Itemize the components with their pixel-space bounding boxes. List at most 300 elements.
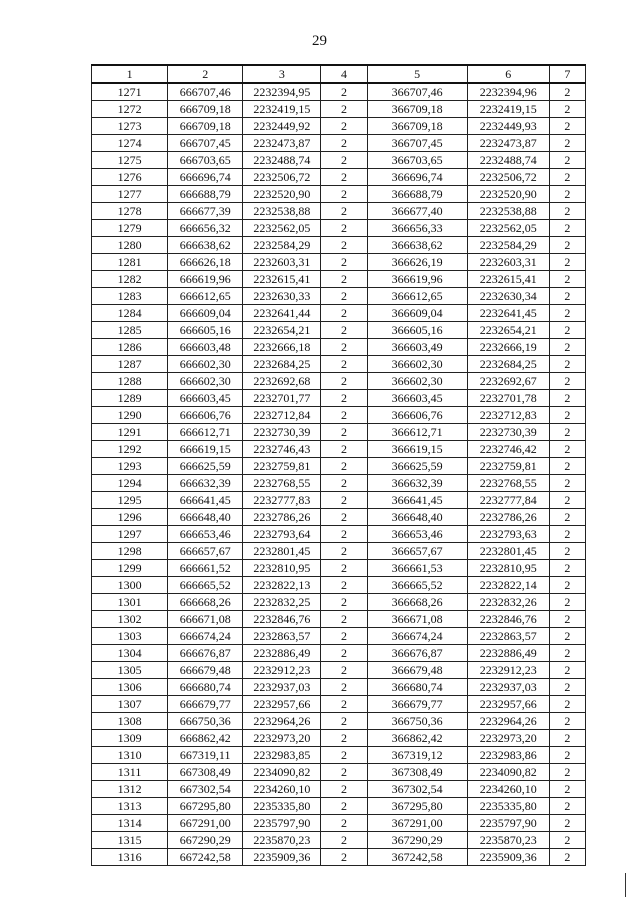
table-cell: 2 [549, 288, 585, 305]
table-cell: 1278 [92, 203, 168, 220]
table-cell: 2232832,25 [243, 594, 321, 611]
table-cell: 666661,52 [168, 560, 243, 577]
table-cell: 666703,65 [168, 152, 243, 169]
coordinates-table [91, 64, 586, 866]
table-cell: 2232615,41 [467, 271, 549, 288]
table-cell: 1316 [92, 849, 168, 866]
table-cell: 2232394,95 [243, 83, 321, 101]
table-cell: 2232520,90 [243, 186, 321, 203]
table-cell: 2 [549, 696, 585, 713]
table-cell: 2 [549, 475, 585, 492]
table-cell: 1274 [92, 135, 168, 152]
table-cell: 1302 [92, 611, 168, 628]
table-cell: 666709,18 [168, 118, 243, 135]
table-cell: 2232937,03 [467, 679, 549, 696]
table-cell: 2232886,49 [243, 645, 321, 662]
table-cell: 666862,42 [168, 730, 243, 747]
table-cell: 2232603,31 [243, 254, 321, 271]
table-cell: 2232793,64 [243, 526, 321, 543]
table-cell: 666603,48 [168, 339, 243, 356]
table-cell: 366612,71 [367, 424, 467, 441]
table-cell: 2232768,55 [243, 475, 321, 492]
table-row [92, 764, 586, 781]
table-cell: 2232786,26 [243, 509, 321, 526]
table-cell: 366668,26 [367, 594, 467, 611]
table-cell: 2232684,25 [467, 356, 549, 373]
page-number: 29 [312, 33, 327, 49]
table-cell: 666707,46 [168, 83, 243, 101]
table-cell: 2232937,03 [243, 679, 321, 696]
table-row [92, 713, 586, 730]
table-cell: 666602,30 [168, 356, 243, 373]
table-cell: 1313 [92, 798, 168, 815]
table-cell: 2232701,77 [243, 390, 321, 407]
table-cell: 666612,65 [168, 288, 243, 305]
table-cell: 366709,18 [367, 101, 467, 118]
table-cell: 2232692,68 [243, 373, 321, 390]
table-cell: 2 [321, 356, 367, 373]
table-cell: 2234090,82 [243, 764, 321, 781]
table-cell: 2 [549, 543, 585, 560]
table-cell: 2 [549, 594, 585, 611]
table-cell: 2232488,74 [243, 152, 321, 169]
table-cell: 2 [549, 135, 585, 152]
table-cell: 367291,00 [367, 815, 467, 832]
table-cell: 2232584,29 [243, 237, 321, 254]
table-cell: 2 [549, 373, 585, 390]
table-cell: 2 [321, 339, 367, 356]
table-cell: 2232912,23 [467, 662, 549, 679]
table-cell: 1288 [92, 373, 168, 390]
table-cell: 2 [321, 747, 367, 764]
table-cell: 367290,29 [367, 832, 467, 849]
table-cell: 2232419,15 [467, 101, 549, 118]
table-cell: 1308 [92, 713, 168, 730]
table-row [92, 492, 586, 509]
table-cell: 2232449,93 [467, 118, 549, 135]
table-row [92, 832, 586, 849]
table-cell: 1291 [92, 424, 168, 441]
table-row [92, 560, 586, 577]
table-row [92, 203, 586, 220]
table-cell: 1298 [92, 543, 168, 560]
table-cell: 1284 [92, 305, 168, 322]
table-cell: 2232973,20 [243, 730, 321, 747]
table-cell: 2 [321, 696, 367, 713]
table-cell: 2 [549, 747, 585, 764]
table-cell: 366619,96 [367, 271, 467, 288]
table-cell: 2 [321, 135, 367, 152]
table-cell: 2 [321, 798, 367, 815]
table-cell: 366612,65 [367, 288, 467, 305]
table-cell: 2232692,67 [467, 373, 549, 390]
table-cell: 2232538,88 [467, 203, 549, 220]
table-cell: 2234260,10 [467, 781, 549, 798]
table-row [92, 662, 586, 679]
table-row [92, 475, 586, 492]
table-cell: 2 [549, 220, 585, 237]
table-cell: 2234260,10 [243, 781, 321, 798]
table-cell: 2 [321, 662, 367, 679]
table-row [92, 237, 586, 254]
table-cell: 666632,39 [168, 475, 243, 492]
table-cell: 1307 [92, 696, 168, 713]
table-cell: 367308,49 [367, 764, 467, 781]
table-cell: 2 [321, 101, 367, 118]
table-cell: 2232562,05 [467, 220, 549, 237]
table-cell: 2 [321, 475, 367, 492]
table-cell: 666707,45 [168, 135, 243, 152]
table-cell: 2232684,25 [243, 356, 321, 373]
table-cell: 2 [321, 543, 367, 560]
table-cell: 2 [549, 271, 585, 288]
table-cell: 2 [321, 764, 367, 781]
table-cell: 2232983,86 [467, 747, 549, 764]
table-cell: 1277 [92, 186, 168, 203]
table-cell: 2232520,90 [467, 186, 549, 203]
table-cell: 666665,52 [168, 577, 243, 594]
table-cell: 666619,15 [168, 441, 243, 458]
table-cell: 367319,12 [367, 747, 467, 764]
table-cell: 1299 [92, 560, 168, 577]
table-cell: 2232957,66 [467, 696, 549, 713]
table-cell: 366603,45 [367, 390, 467, 407]
table-cell: 2232538,88 [243, 203, 321, 220]
table-cell: 666674,24 [168, 628, 243, 645]
table-cell: 2 [321, 832, 367, 849]
table-cell: 2232654,21 [243, 322, 321, 339]
table-cell: 2232473,87 [243, 135, 321, 152]
table-cell: 366602,30 [367, 373, 467, 390]
table-cell: 667302,54 [168, 781, 243, 798]
table-row [92, 611, 586, 628]
table-cell: 2 [321, 458, 367, 475]
table-cell: 1304 [92, 645, 168, 662]
table-cell: 2 [549, 83, 585, 101]
table-row [92, 339, 586, 356]
table-cell: 666619,96 [168, 271, 243, 288]
table-cell: 2 [549, 645, 585, 662]
table-cell: 2232394,96 [467, 83, 549, 101]
table-cell: 2 [549, 424, 585, 441]
table-cell: 2232801,45 [467, 543, 549, 560]
table-cell: 2232973,20 [467, 730, 549, 747]
table-cell: 2 [549, 849, 585, 866]
table-cell: 2235909,36 [467, 849, 549, 866]
table-cell: 366625,59 [367, 458, 467, 475]
table-row [92, 730, 586, 747]
table-cell: 2232630,33 [243, 288, 321, 305]
table-cell: 2232810,95 [243, 560, 321, 577]
table-cell: 2232777,83 [243, 492, 321, 509]
table-cell: 2 [549, 577, 585, 594]
table-cell: 2 [549, 611, 585, 628]
table-cell: 667308,49 [168, 764, 243, 781]
table-cell: 366648,40 [367, 509, 467, 526]
table-cell: 366638,62 [367, 237, 467, 254]
table-cell: 2 [549, 492, 585, 509]
table-row [92, 543, 586, 560]
table-cell: 1305 [92, 662, 168, 679]
table-cell: 1294 [92, 475, 168, 492]
table-cell: 666750,36 [168, 713, 243, 730]
table-cell: 2 [321, 577, 367, 594]
table-cell: 1285 [92, 322, 168, 339]
table-cell: 1283 [92, 288, 168, 305]
table-cell: 2232846,76 [243, 611, 321, 628]
table-cell: 1314 [92, 815, 168, 832]
table-cell: 1282 [92, 271, 168, 288]
table-cell: 1287 [92, 356, 168, 373]
table-cell: 1303 [92, 628, 168, 645]
table-cell: 2232615,41 [243, 271, 321, 288]
table-row [92, 135, 586, 152]
table-cell: 666605,16 [168, 322, 243, 339]
table-cell: 2235870,23 [467, 832, 549, 849]
table-cell: 2 [321, 730, 367, 747]
table-body [92, 83, 586, 866]
table-cell: 2 [549, 237, 585, 254]
table-cell: 2232473,87 [467, 135, 549, 152]
table-cell: 366661,53 [367, 560, 467, 577]
table-cell: 2 [321, 849, 367, 866]
table-cell: 366680,74 [367, 679, 467, 696]
table-cell: 666625,59 [168, 458, 243, 475]
table-cell: 2 [321, 594, 367, 611]
table-cell: 2232603,31 [467, 254, 549, 271]
table-cell: 2 [321, 373, 367, 390]
table-cell: 2 [321, 305, 367, 322]
table-cell: 2 [549, 169, 585, 186]
table-cell: 366676,87 [367, 645, 467, 662]
table-cell: 2 [321, 628, 367, 645]
table-cell: 1272 [92, 101, 168, 118]
table-cell: 2 [321, 322, 367, 339]
table-row [92, 509, 586, 526]
column-header: 6 [467, 65, 549, 83]
table-cell: 2232957,66 [243, 696, 321, 713]
table-cell: 666609,04 [168, 305, 243, 322]
table-cell: 2 [321, 611, 367, 628]
table-cell: 2 [549, 815, 585, 832]
table-cell: 667242,58 [168, 849, 243, 866]
table-cell: 2 [549, 407, 585, 424]
table-cell: 2 [321, 152, 367, 169]
table-cell: 2 [549, 254, 585, 271]
table-cell: 2 [549, 798, 585, 815]
table-cell: 2 [321, 424, 367, 441]
table-cell: 366653,46 [367, 526, 467, 543]
table-cell: 2 [321, 560, 367, 577]
table-cell: 666653,46 [168, 526, 243, 543]
table-cell: 2 [549, 203, 585, 220]
table-cell: 2232506,72 [243, 169, 321, 186]
column-header: 5 [367, 65, 467, 83]
table-cell: 2232666,18 [243, 339, 321, 356]
table-row [92, 83, 586, 101]
table-cell: 1273 [92, 118, 168, 135]
table-cell: 2 [321, 713, 367, 730]
table-cell: 2232793,63 [467, 526, 549, 543]
table-row [92, 254, 586, 271]
table-cell: 2232712,84 [243, 407, 321, 424]
table-row [92, 747, 586, 764]
table-cell: 2232886,49 [467, 645, 549, 662]
table-cell: 1312 [92, 781, 168, 798]
table-cell: 1275 [92, 152, 168, 169]
table-cell: 2232759,81 [243, 458, 321, 475]
table-row [92, 407, 586, 424]
table-cell: 1280 [92, 237, 168, 254]
table-cell: 1310 [92, 747, 168, 764]
table-cell: 2 [549, 662, 585, 679]
table-row [92, 424, 586, 441]
table-cell: 2 [321, 169, 367, 186]
table-row [92, 577, 586, 594]
table-cell: 2232801,45 [243, 543, 321, 560]
table-cell: 2 [549, 781, 585, 798]
table-cell: 666641,45 [168, 492, 243, 509]
table-cell: 1295 [92, 492, 168, 509]
table-cell: 366626,19 [367, 254, 467, 271]
table-cell: 2232701,78 [467, 390, 549, 407]
table-cell: 366641,45 [367, 492, 467, 509]
table-cell: 1281 [92, 254, 168, 271]
table-cell: 2 [549, 356, 585, 373]
table-cell: 666680,74 [168, 679, 243, 696]
table-cell: 666606,76 [168, 407, 243, 424]
table-row [92, 390, 586, 407]
table-row [92, 305, 586, 322]
table-cell: 2232562,05 [243, 220, 321, 237]
table-cell: 2 [321, 237, 367, 254]
table-cell: 2 [549, 441, 585, 458]
table-cell: 2235909,36 [243, 849, 321, 866]
table-cell: 366679,77 [367, 696, 467, 713]
table-cell: 2 [549, 390, 585, 407]
table-cell: 366707,46 [367, 83, 467, 101]
table-header-row [92, 65, 586, 83]
table-cell: 367302,54 [367, 781, 467, 798]
table-cell: 366674,24 [367, 628, 467, 645]
table-cell: 2232863,57 [243, 628, 321, 645]
table-cell: 2 [549, 832, 585, 849]
column-header: 1 [92, 65, 168, 83]
table-row [92, 798, 586, 815]
table-cell: 2232419,15 [243, 101, 321, 118]
table-row [92, 152, 586, 169]
table-row [92, 288, 586, 305]
table-cell: 366605,16 [367, 322, 467, 339]
table-cell: 366750,36 [367, 713, 467, 730]
table-cell: 2232822,14 [467, 577, 549, 594]
table-cell: 2232730,39 [243, 424, 321, 441]
table-cell: 2 [321, 679, 367, 696]
table-cell: 367295,80 [367, 798, 467, 815]
table-row [92, 696, 586, 713]
table-cell: 2 [321, 441, 367, 458]
table-cell: 1286 [92, 339, 168, 356]
table-cell: 2232730,39 [467, 424, 549, 441]
table-cell: 1296 [92, 509, 168, 526]
table-row [92, 594, 586, 611]
table-cell: 666648,40 [168, 509, 243, 526]
table-cell: 2 [321, 509, 367, 526]
table-cell: 1297 [92, 526, 168, 543]
table-cell: 2232863,57 [467, 628, 549, 645]
table-cell: 1271 [92, 83, 168, 101]
column-header: 4 [321, 65, 367, 83]
table-cell: 366696,74 [367, 169, 467, 186]
table-cell: 666626,18 [168, 254, 243, 271]
table-cell: 2 [549, 628, 585, 645]
table-cell: 366703,65 [367, 152, 467, 169]
table-cell: 366688,79 [367, 186, 467, 203]
table-cell: 2 [321, 390, 367, 407]
table-cell: 2232832,26 [467, 594, 549, 611]
table-row [92, 356, 586, 373]
table-cell: 667319,11 [168, 747, 243, 764]
table-cell: 367242,58 [367, 849, 467, 866]
table-cell: 2 [549, 186, 585, 203]
table-cell: 1279 [92, 220, 168, 237]
table-cell: 1290 [92, 407, 168, 424]
table-cell: 2232810,95 [467, 560, 549, 577]
table-cell: 2232584,29 [467, 237, 549, 254]
table-cell: 366609,04 [367, 305, 467, 322]
table-cell: 2 [549, 118, 585, 135]
table-cell: 366632,39 [367, 475, 467, 492]
table-cell: 366677,40 [367, 203, 467, 220]
table-row [92, 458, 586, 475]
table-cell: 1306 [92, 679, 168, 696]
table-cell: 2232641,44 [243, 305, 321, 322]
table-cell: 666688,79 [168, 186, 243, 203]
column-header: 2 [168, 65, 243, 83]
table-cell: 1301 [92, 594, 168, 611]
table-cell: 2232912,23 [243, 662, 321, 679]
table-cell: 2 [549, 322, 585, 339]
table-cell: 2232846,76 [467, 611, 549, 628]
table-cell: 2232506,72 [467, 169, 549, 186]
table-cell: 2 [321, 220, 367, 237]
table-cell: 667291,00 [168, 815, 243, 832]
table-row [92, 373, 586, 390]
table-cell: 2 [321, 407, 367, 424]
table-cell: 666603,45 [168, 390, 243, 407]
table-row [92, 271, 586, 288]
margin-mark [625, 873, 626, 897]
table-cell: 2232630,34 [467, 288, 549, 305]
table-cell: 1300 [92, 577, 168, 594]
table-cell: 2 [549, 526, 585, 543]
table-cell: 666657,67 [168, 543, 243, 560]
table-cell: 2232964,26 [467, 713, 549, 730]
table-cell: 2232964,26 [243, 713, 321, 730]
table-cell: 2232777,84 [467, 492, 549, 509]
table-row [92, 815, 586, 832]
table-cell: 2 [321, 118, 367, 135]
table-cell: 2232983,85 [243, 747, 321, 764]
table-cell: 667295,80 [168, 798, 243, 815]
table-cell: 2232488,74 [467, 152, 549, 169]
table-cell: 2232746,42 [467, 441, 549, 458]
table-cell: 666612,71 [168, 424, 243, 441]
table-cell: 2 [321, 254, 367, 271]
table-cell: 2 [321, 186, 367, 203]
table-cell: 1315 [92, 832, 168, 849]
table-cell: 366707,45 [367, 135, 467, 152]
